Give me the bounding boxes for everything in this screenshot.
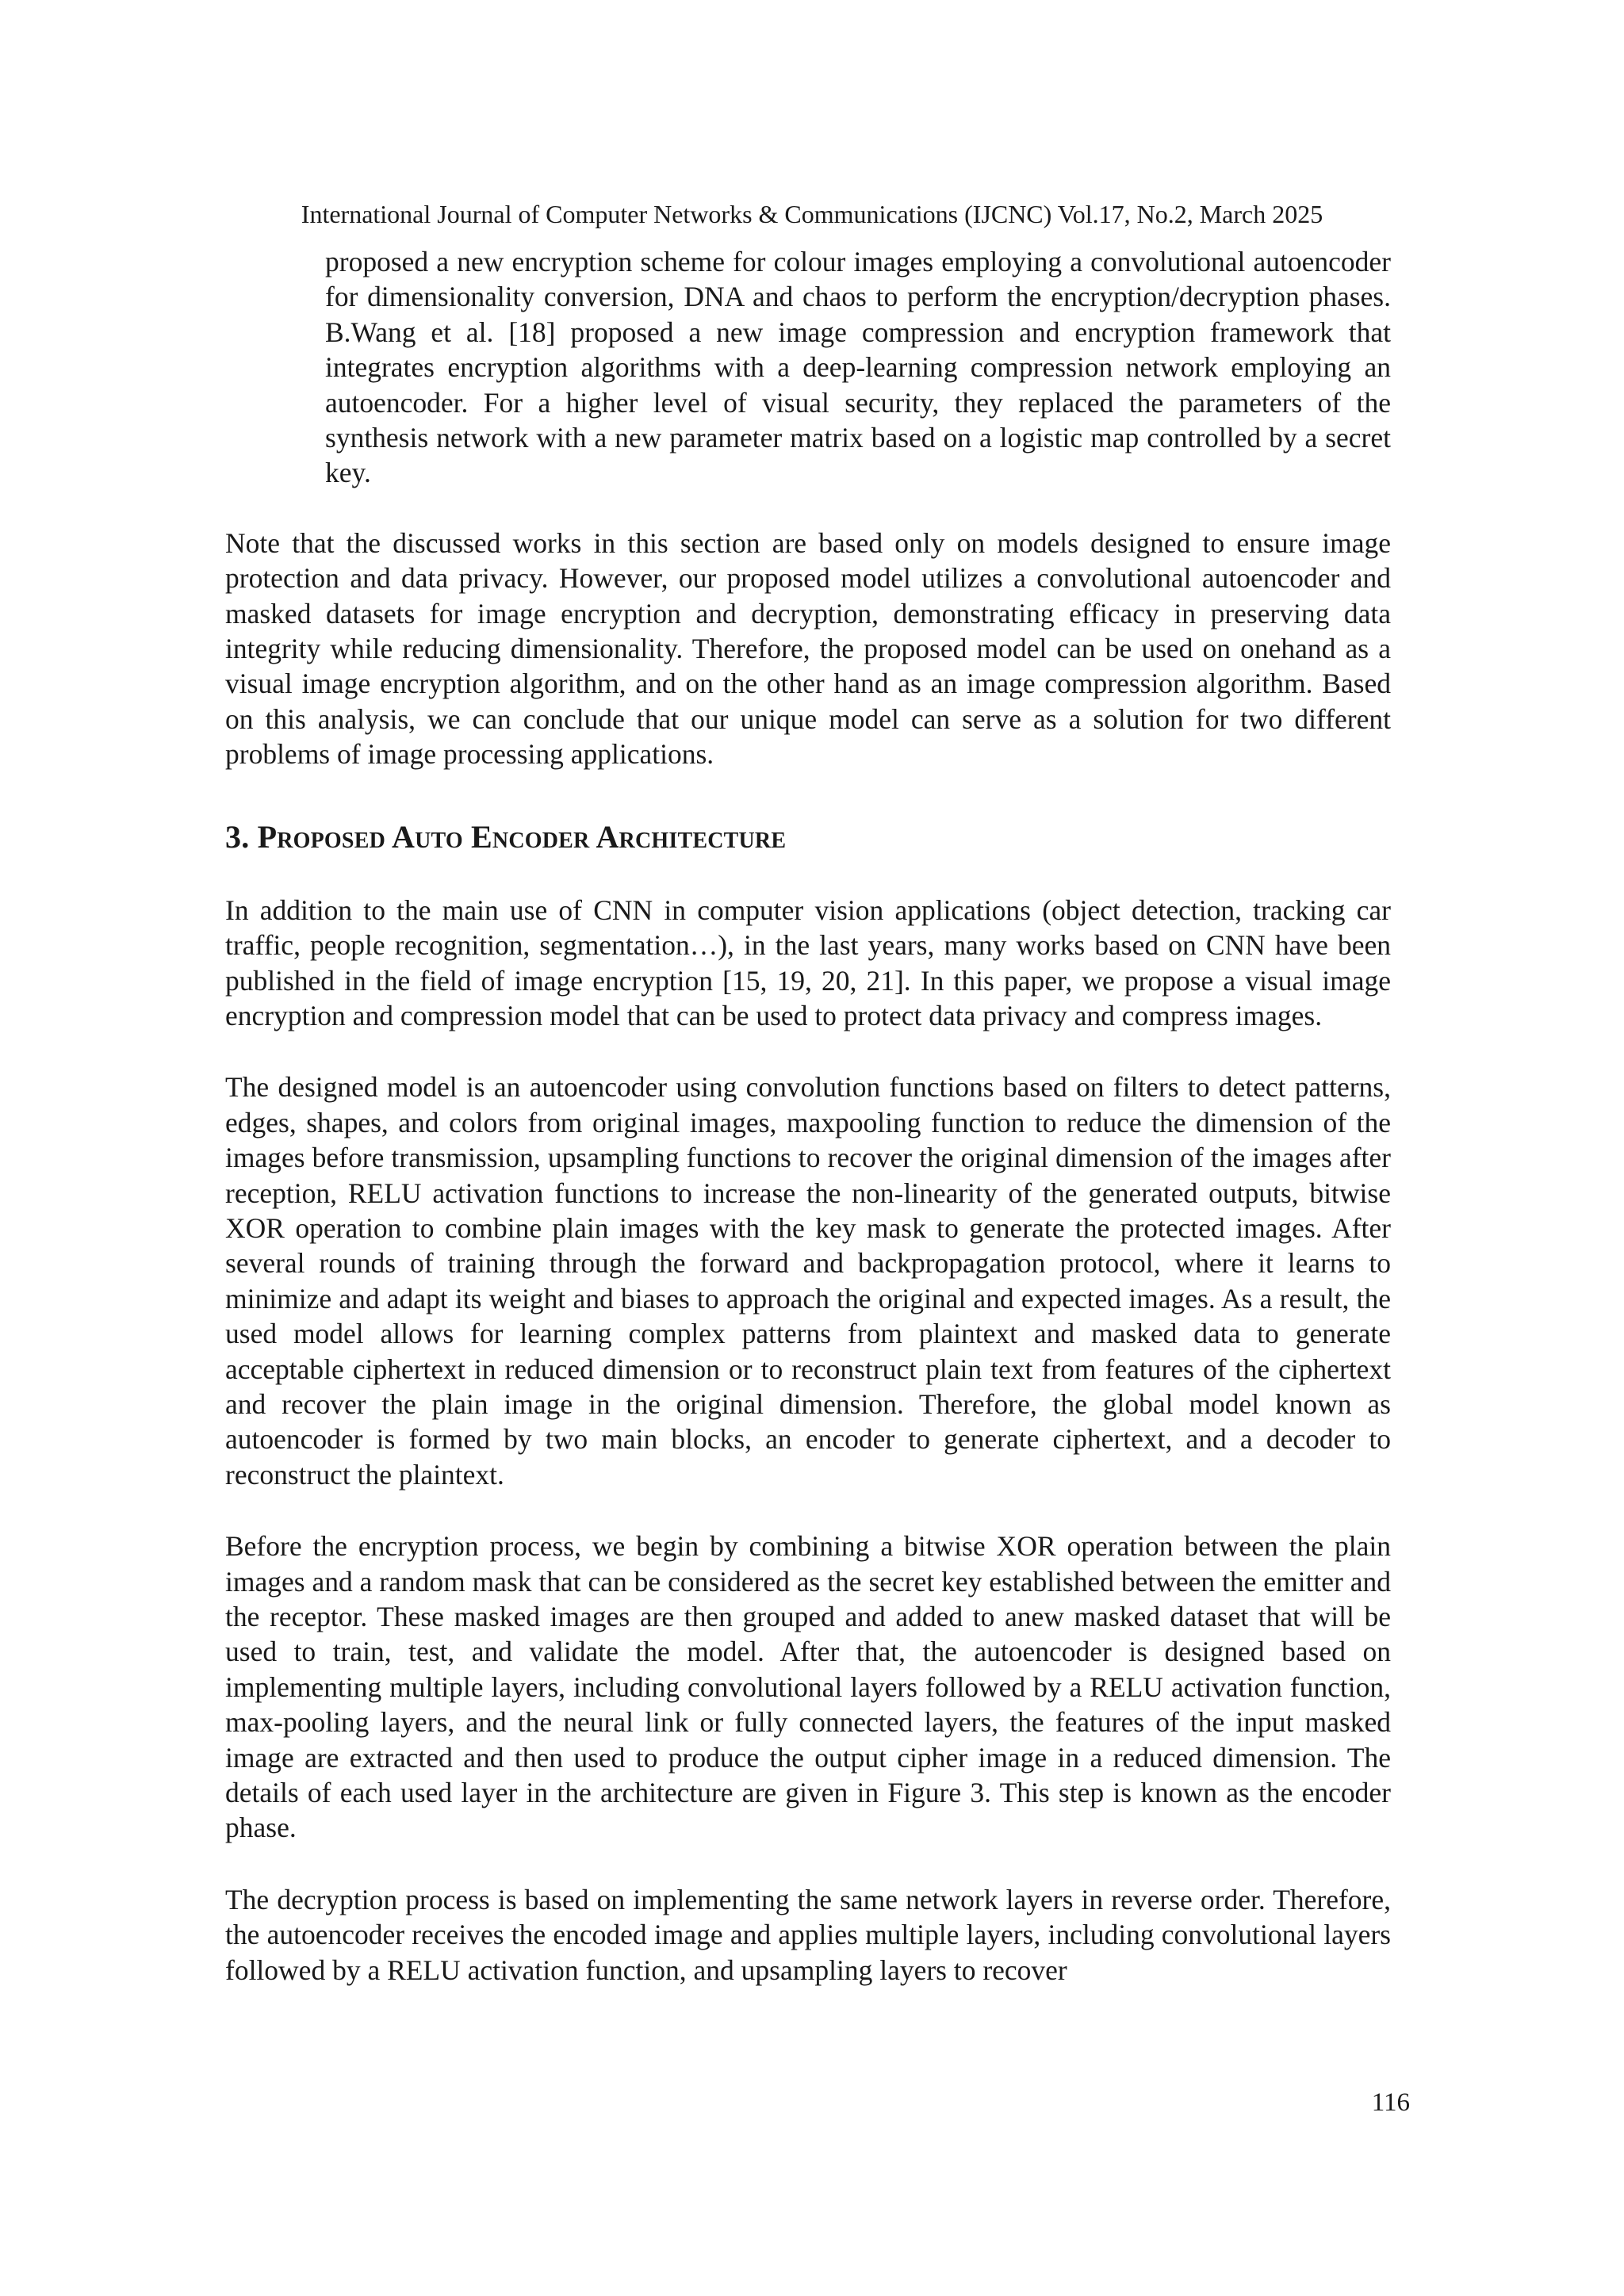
paragraph-decryption-process: The decryption process is based on implementing the same network layers in reverse order. Therefore, the autoencoder receives the encoded image and applies multiple layers, including convolutional layers followed by a RELU activation function, and upsampling layers to recover	[225, 1883, 1391, 1986]
paragraph-intro-cnn: In addition to the main use of CNN in computer vision applications (object detection, tracking car traffic, people recognition, segmentation…), in the last years, many works based on CNN have been published in the field of image encryption [15, 19, 20, 21]. In this paper, we propose a visual image encryption and compression model that can be used to protect data privacy and compress images.	[225, 894, 1391, 1031]
paragraph-related-work-end: proposed a new encryption scheme for colour images employing a convolutional autoencoder for dimensionality conversion, DNA and chaos to perform the encryption/decryption phases. B.Wang et al. [18] proposed a new image compression and encryption framework that integrates encryption algorithms with a deep-learning compression network employing an autoencoder. For a higher level of visual security, they replaced the parameters of the synthesis network with a new parameter matrix based on a logistic map controlled by a secret key.	[325, 246, 1391, 489]
page-body	[225, 244, 1391, 1988]
page-number: 116	[1371, 2088, 1410, 2117]
section-heading: 3. Proposed Auto Encoder Architecture	[225, 818, 787, 855]
paragraph-discussion: Note that the discussed works in this section are based only on models designed to ensure image protection and data privacy. However, our proposed model utilizes a convolutional autoencoder and masked datasets for image encryption and decryption, demonstrating efficacy in preserving data integrity while reducing dimensionality. Therefore, the proposed model can be used on onehand as a visual image encryption algorithm, and on the other hand as an image compression algorithm. Based on this analysis, we can conclude that our unique model can serve as a solution for two different problems of image processing applications.	[225, 526, 1391, 771]
paragraph-model-design: The designed model is an autoencoder using convolution functions based on filters to detect patterns, edges, shapes, and colors from original images, maxpooling function to reduce the dimension of the images before transmission, upsampling functions to recover the original dimension of the images after reception, RELU activation functions to increase the non-linearity of the generated outputs, bitwise XOR operation to combine plain images with the key mask to generate the protected images. After several rounds of training through the forward and backpropagation protocol, where it learns to minimize and adapt its weight and biases to approach the original and expected images. As a result, the used model allows for learning complex patterns from plaintext and masked data to generate acceptable ciphertext in reduced dimension or to reconstruct plain text from features of the ciphertext and recover the plain image in the original dimension. Therefore, the global model known as autoencoder is formed by two main blocks, an encoder to generate ciphertext, and a decoder to reconstruct the plaintext.	[225, 1071, 1391, 1490]
running-header: International Journal of Computer Networks & Communications (IJCNC) Vol.17, No.2, March 2025	[301, 200, 1323, 228]
paragraph-encryption-process: Before the encryption process, we begin by combining a bitwise XOR operation between the plain images and a random mask that can be considered as the secret key established between the emitter and the receptor. These masked images are then grouped and added to anew masked dataset that will be used to train, test, and validate the model. After that, the autoencoder is designed based on implementing multiple layers, including convolutional layers followed by a RELU activation function, max-pooling layers, and the neural link or fully connected layers, the features of the input masked image are extracted and then used to produce the output cipher image in a reduced dimension. The details of each used layer in the architecture are given in Figure 3. This step is known as the encoder phase.	[225, 1530, 1391, 1844]
